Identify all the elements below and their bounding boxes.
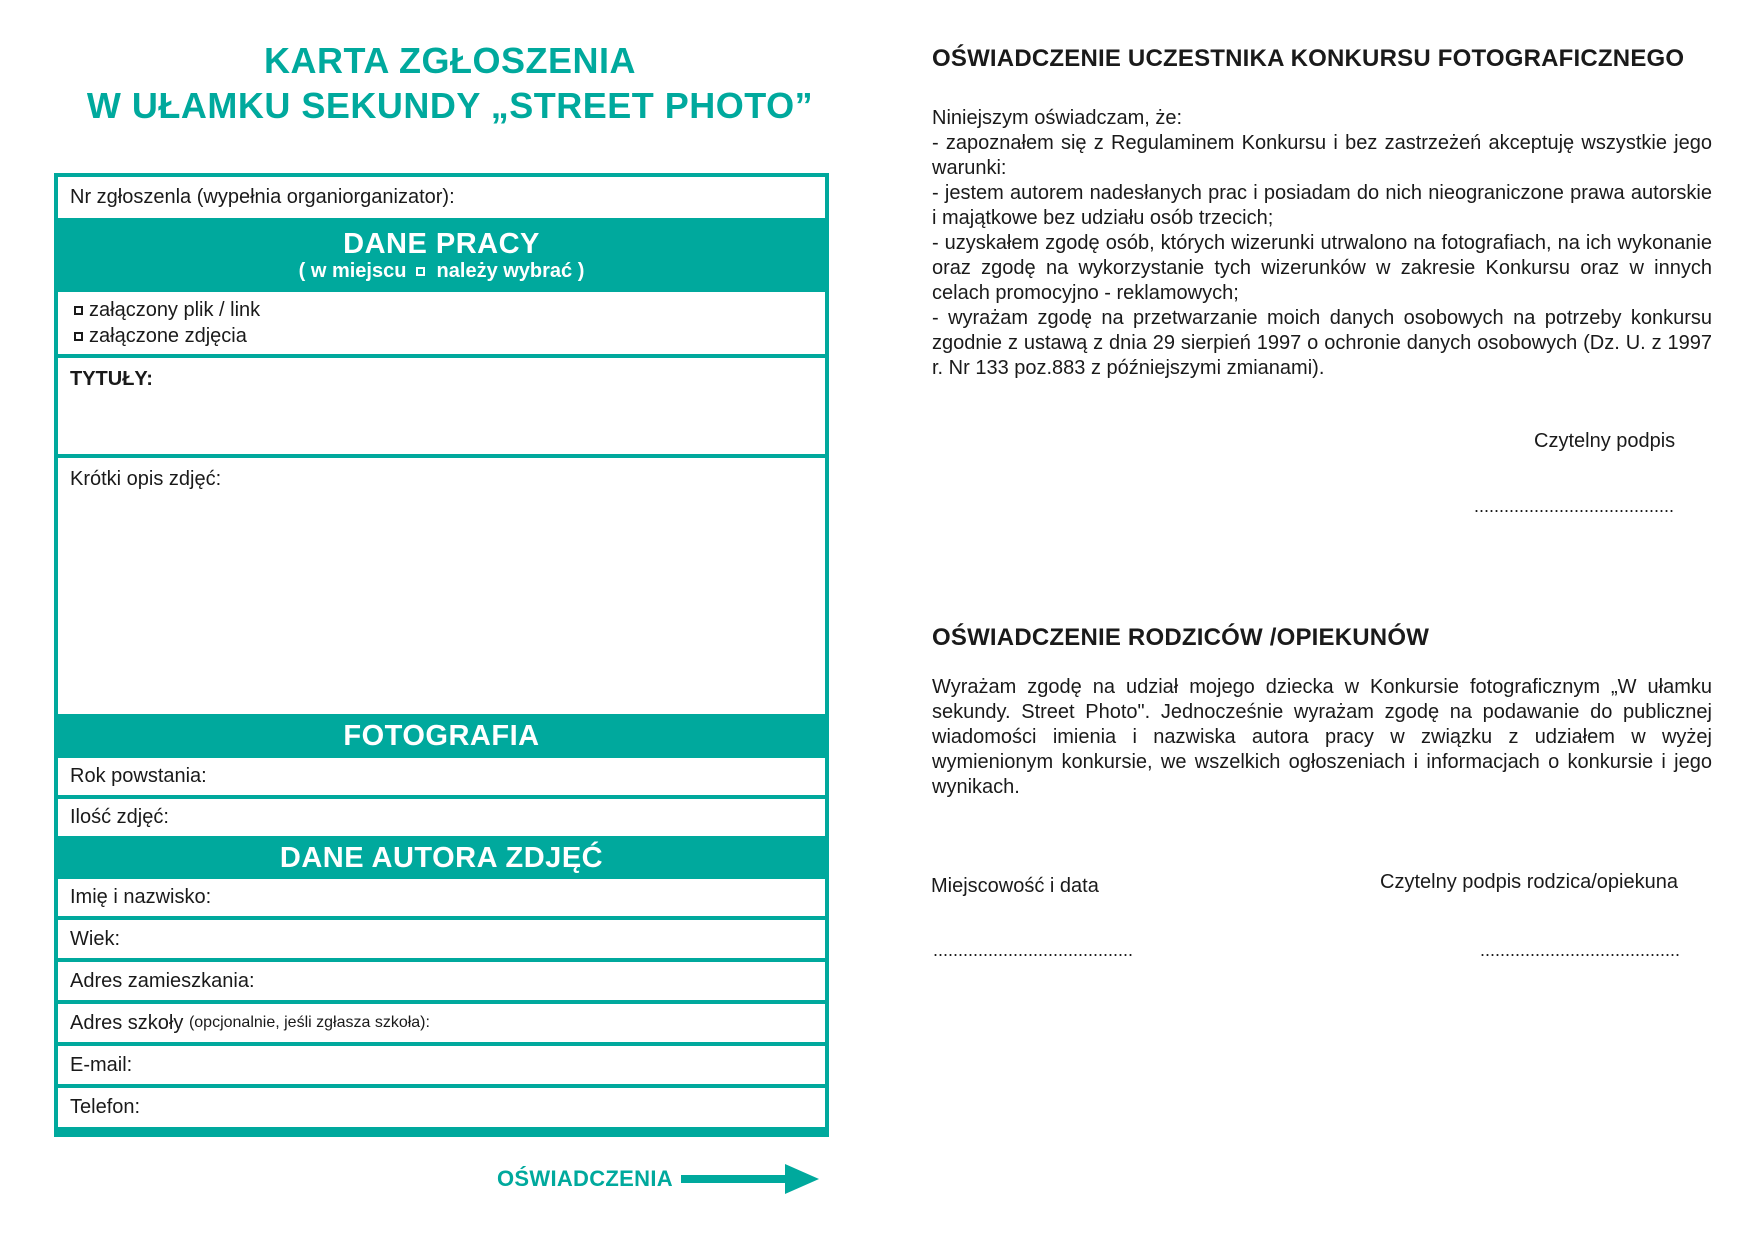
participant-text	[932, 106, 1712, 381]
participant-signature-line[interactable]: ........................................	[1474, 496, 1675, 516]
participant-heading: OŚWIADCZENIE UCZESTNIKA KONKURSU FOTOGRAFICZNEGO	[932, 45, 1685, 72]
option-file-link-label: załączony plik / link	[89, 299, 261, 321]
participant-point-2: - jestem autorem nadesłanych prac i posiadam do nich nieograniczone prawa autorskie i majątkowe bez udziału osób trzecich;	[932, 182, 1712, 229]
application-number-label: Nr zgłoszenla (wypełnia organiorganizator):	[70, 186, 455, 208]
description-field[interactable]	[58, 458, 825, 714]
form-title-line2: W UŁAMKU SEKUNDY „STREET PHOTO”	[86, 85, 814, 126]
statements-pointer	[497, 1162, 821, 1196]
photography-title: FOTOGRAFIA	[343, 720, 540, 752]
parent-signature-label: Czytelny podpis rodzica/opiekuna	[1380, 871, 1678, 893]
author-header	[58, 840, 825, 875]
option-photos[interactable]	[70, 324, 247, 348]
place-date-label: Miejscowość i data	[931, 875, 1099, 897]
phone-field[interactable]	[58, 1088, 825, 1127]
photography-header	[58, 718, 825, 754]
author-title: DANE AUTORA ZDJĘĆ	[279, 841, 604, 874]
year-field[interactable]	[58, 758, 825, 795]
option-file-link[interactable]	[70, 298, 260, 322]
parents-text: Wyrażam zgodę na udział mojego dziecka w Konkursie fotograficznym „W ułamku sekundy. Street Photo". Jednocześnie wyrażam zgodę na podawanie do publicznej wiadomości imienia i nazwiska autora pracy w związku z udziałem w wyżej wymienionym konkursie, we wszelkich ogłoszeniach i informacjach o konkursie i jego wynikach.	[932, 676, 1712, 798]
work-data-subtitle: ( w miejscu należy wybrać )	[298, 260, 585, 282]
photo-count-label: Ilość zdjęć:	[70, 806, 169, 828]
parent-signature-line[interactable]: ........................................	[1480, 940, 1681, 960]
description-label: Krótki opis zdjęć:	[70, 468, 222, 490]
age-label: Wiek:	[70, 927, 120, 950]
home-address-label: Adres zamieszkania:	[70, 969, 255, 992]
form-title-line1: KARTA ZGŁOSZENIA	[264, 40, 636, 81]
submission-type-options	[58, 292, 825, 354]
work-data-title: DANE PRACY	[343, 228, 540, 260]
age-field[interactable]	[58, 920, 825, 958]
photo-count-field[interactable]	[58, 799, 825, 836]
work-data-header	[58, 222, 825, 288]
parents-statement	[932, 623, 1712, 800]
titles-label: TYTUŁY:	[70, 368, 153, 390]
checkbox-photos[interactable]	[74, 332, 83, 341]
place-date-line[interactable]: ........................................	[933, 940, 1134, 960]
participant-point-3: - uzyskałem zgodę osób, których wizerunki utrwalono na fotografiach, na ich wykonanie oraz zgodę na wykorzystanie tych wizerunków w zakresie Konkursu oraz w innych celach promocyjno - reklamowych;	[932, 232, 1712, 304]
application-number-field[interactable]	[58, 177, 825, 218]
school-address-note: (opcjonalnie, jeśli zgłasza szkoła):	[188, 1014, 430, 1031]
checkbox-file-link[interactable]	[74, 306, 83, 315]
participant-intro: Niniejszym oświadczam, że:	[932, 107, 1183, 129]
parents-heading: OŚWIADCZENIE RODZICÓW /OPIEKUNÓW	[932, 624, 1430, 651]
arrow-right-icon	[681, 1162, 821, 1196]
home-address-field[interactable]	[58, 962, 825, 1000]
school-address-field[interactable]	[58, 1004, 825, 1042]
participant-point-1: - zapoznałem się z Regulaminem Konkursu i bez zastrzeżeń akceptuję wszystkie jego warunki:	[932, 132, 1712, 179]
option-photos-label: załączone zdjęcia	[89, 325, 247, 347]
titles-field[interactable]	[58, 358, 825, 454]
form-title	[55, 38, 845, 128]
phone-label: Telefon:	[70, 1096, 141, 1118]
checkbox-icon	[416, 267, 425, 276]
participant-signature-label: Czytelny podpis	[1534, 430, 1676, 452]
email-label: E-mail:	[70, 1053, 133, 1076]
entry-form	[54, 173, 829, 1137]
year-label: Rok powstania:	[70, 765, 207, 787]
statements-pointer-label: OŚWIADCZENIA	[497, 1166, 673, 1191]
participant-point-4: - wyrażam zgodę na przetwarzanie moich danych osobowych na potrzeby konkursu zgodnie z ustawą z dnia 29 sierpień 1997 o ochronie danych osobowych (Dz. U. z 1997 r. Nr 133 poz.883 z późniejszymi zmianami).	[932, 307, 1712, 379]
email-field[interactable]	[58, 1046, 825, 1084]
school-address-label: Adres szkoły	[70, 1011, 184, 1034]
name-field[interactable]	[58, 879, 825, 916]
participant-statement	[932, 44, 1712, 381]
name-label: Imię i nazwisko:	[70, 886, 212, 908]
